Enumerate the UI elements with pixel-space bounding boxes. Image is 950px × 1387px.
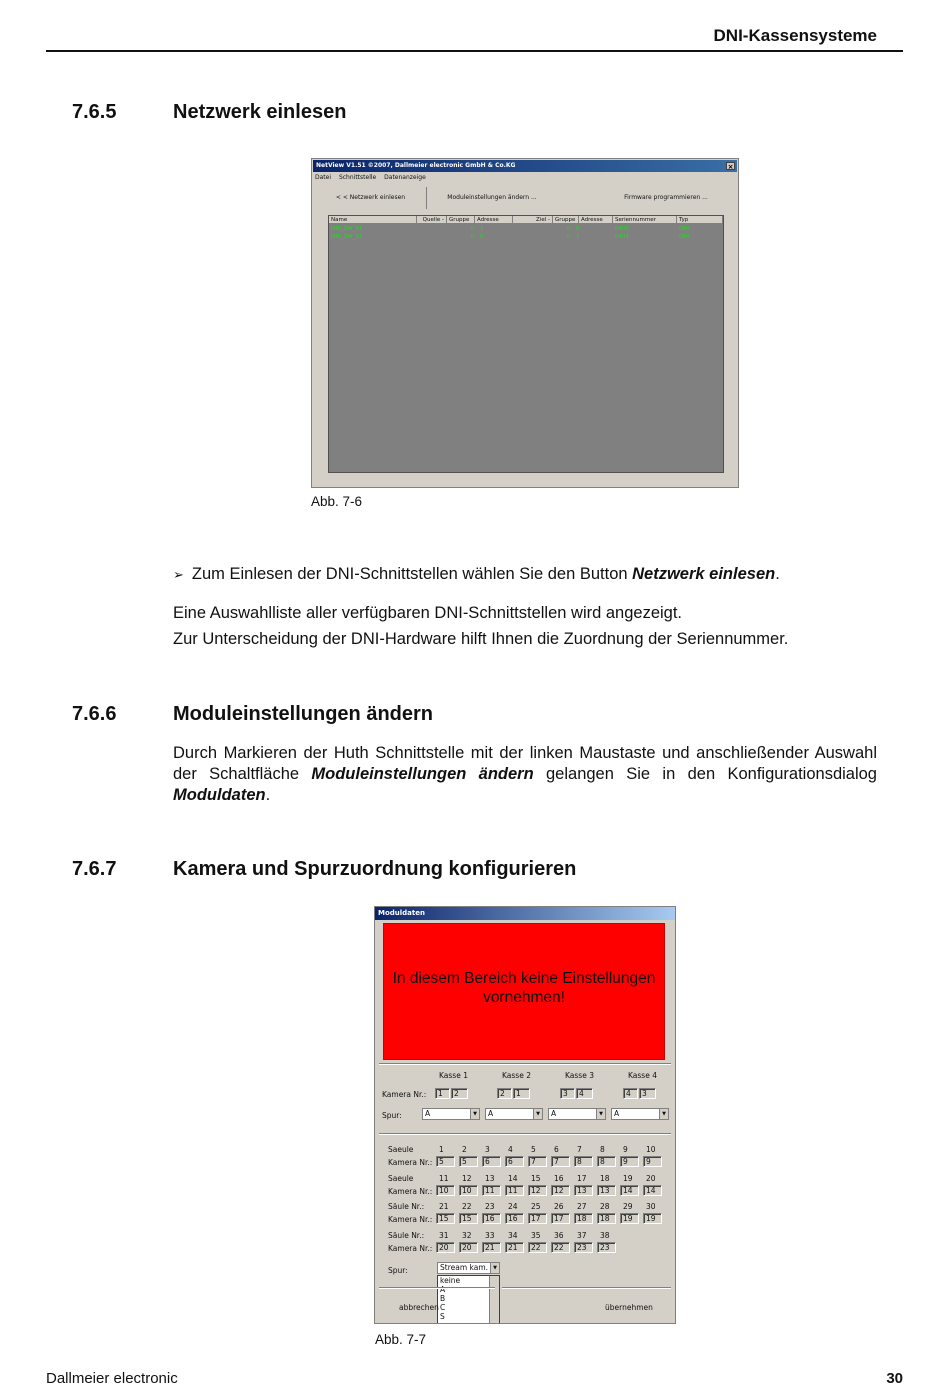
saeule-number: 2 — [462, 1145, 467, 1154]
kasse-3-kamera-b[interactable]: 4 — [576, 1088, 593, 1099]
kasse-2-label: Kasse 2 — [502, 1071, 531, 1080]
warning-text: In diesem Bereich keine Einstellungen vornehmen! — [392, 970, 656, 1006]
saeule-number: 21 — [439, 1202, 449, 1211]
running-header: DNI-Kassensysteme — [713, 26, 877, 45]
saeule-kamera-field[interactable]: 9 — [643, 1156, 662, 1167]
kasse-4-kamera-b[interactable]: 3 — [639, 1088, 656, 1099]
col-adresse-2[interactable]: Adresse — [579, 216, 613, 224]
saeule-number: 9 — [623, 1145, 628, 1154]
saeule-label: Säule Nr.: — [388, 1230, 425, 1240]
paragraph-text: gelangen Sie in den Konfigurationsdialog — [533, 765, 877, 783]
col-gruppe-2[interactable]: Gruppe — [553, 216, 579, 224]
kasse-3-label: Kasse 3 — [565, 1071, 594, 1080]
divider — [379, 1287, 495, 1289]
saeule-number: 36 — [554, 1230, 564, 1240]
section-number-765: 7.6.5 — [72, 101, 117, 123]
moduldaten-titlebar: Moduldaten — [375, 907, 675, 920]
saeule-kamera-field[interactable]: 18 — [574, 1213, 593, 1224]
close-icon[interactable]: × — [727, 163, 734, 171]
saeule-number: 16 — [554, 1173, 564, 1183]
saeule-number: 13 — [485, 1173, 495, 1183]
divider — [379, 1133, 671, 1135]
col-seriennummer[interactable]: Seriennummer — [613, 216, 677, 224]
stream-spur-select[interactable] — [437, 1262, 500, 1274]
saeule-number: 4 — [508, 1145, 513, 1154]
saeule-number: 10 — [646, 1145, 656, 1154]
saeule-kamera-field[interactable]: 14 — [620, 1185, 639, 1196]
saeule-number: 34 — [508, 1230, 518, 1240]
saeule-label: Säule Nr.: — [388, 1202, 425, 1211]
saeule-number: 20 — [646, 1173, 656, 1183]
saeule-number: 37 — [577, 1230, 587, 1240]
stream-spur-value: Stream kam. — [440, 1263, 489, 1272]
row-name: DNI_SW_01 — [331, 226, 363, 232]
menu-datei[interactable]: Datei — [315, 174, 332, 181]
saeule-number: 1 — [439, 1145, 444, 1154]
saeule-number: 8 — [600, 1145, 605, 1154]
kasse-1-label: Kasse 1 — [439, 1071, 468, 1080]
spur-value: A — [488, 1109, 494, 1118]
saeule-label: Saeule — [388, 1173, 414, 1183]
chevron-down-icon[interactable]: ▼ — [490, 1263, 499, 1273]
saeule-kamera-field[interactable]: 7 — [551, 1156, 570, 1167]
menu-datenanzeige[interactable]: Datenanzeige — [384, 174, 426, 181]
warning-overlay — [383, 923, 665, 1060]
kasse-2-spur-select[interactable] — [485, 1108, 543, 1120]
col-gruppe-1[interactable]: Gruppe — [447, 216, 475, 224]
chevron-down-icon[interactable]: ▼ — [470, 1109, 479, 1119]
saeule-kamera-field[interactable]: 12 — [528, 1185, 547, 1196]
saeule-kamera-field[interactable]: 20 — [436, 1242, 455, 1253]
saeule-kamera-field[interactable]: 11 — [505, 1185, 524, 1196]
row-quelle: 0 - 1 — [471, 226, 484, 232]
netview-titlebar — [313, 160, 737, 172]
dropdown-option[interactable]: S — [440, 1312, 445, 1321]
saeule-kamera-field[interactable]: 17 — [551, 1213, 570, 1224]
section-number-766: 7.6.6 — [72, 703, 117, 725]
instruction-emphasis: Netzwerk einlesen — [632, 565, 776, 583]
paragraph-766 — [173, 743, 877, 806]
section-title-766: Moduleinstellungen ändern — [173, 703, 434, 725]
instruction-period: . — [775, 565, 780, 583]
netzwerk-einlesen-button[interactable]: < < Netzwerk einlesen — [315, 187, 427, 209]
chevron-down-icon[interactable]: ▼ — [659, 1109, 668, 1119]
saeule-kamera-field[interactable]: 20 — [459, 1242, 478, 1253]
saeule-number: 15 — [531, 1173, 541, 1183]
saeule-kamera-field[interactable]: 12 — [551, 1185, 570, 1196]
saeule-number: 6 — [554, 1145, 559, 1154]
emphasis-moduldaten: Moduldaten — [173, 786, 266, 804]
saeule-number: 12 — [462, 1173, 472, 1183]
saeule-kamera-field[interactable]: 7 — [528, 1156, 547, 1167]
kamera-nr-label: Kamera Nr.: — [388, 1243, 433, 1253]
saeule-number: 17 — [577, 1173, 587, 1183]
spur-stream-label: Spur: — [388, 1266, 408, 1275]
saeule-number: 19 — [623, 1173, 633, 1183]
saeule-kamera-field[interactable]: 17 — [528, 1213, 547, 1224]
row-serial: 0400 — [615, 226, 629, 232]
uebernehmen-button[interactable]: übernehmen — [605, 1303, 653, 1312]
kasse-4-spur-select[interactable] — [611, 1108, 669, 1120]
dropdown-option[interactable]: C — [440, 1303, 446, 1312]
saeule-number: 23 — [485, 1202, 495, 1211]
chevron-down-icon[interactable]: ▼ — [596, 1109, 605, 1119]
kasse-1-spur-select[interactable] — [422, 1108, 480, 1120]
row-typ: DNI — [679, 226, 689, 232]
moduldaten-screenshot — [374, 906, 676, 1324]
saeule-number: 25 — [531, 1202, 541, 1211]
kamera-nr-label: Kamera Nr.: — [388, 1158, 433, 1167]
col-quelle[interactable]: Quelle - — [417, 216, 447, 224]
saeule-number: 7 — [577, 1145, 582, 1154]
kasse-1-kamera-b[interactable]: 2 — [451, 1088, 468, 1099]
saeule-number: 29 — [623, 1202, 633, 1211]
saeule-number: 22 — [462, 1202, 472, 1211]
saeule-kamera-field[interactable]: 5 — [459, 1156, 478, 1167]
saeule-kamera-field[interactable]: 13 — [574, 1185, 593, 1196]
saeule-number: 14 — [508, 1173, 518, 1183]
col-ziel[interactable]: Ziel - — [513, 216, 553, 224]
instruction-bullet — [173, 564, 780, 586]
col-adresse-1[interactable]: Adresse — [475, 216, 513, 224]
kasse-2-kamera-a[interactable]: 2 — [497, 1088, 512, 1099]
paragraph-text: Durch Markieren der Huth Schnittstelle mit der linken Maustaste und anschließender Auswahl der Schaltfläche — [173, 744, 877, 783]
saeule-number: 5 — [531, 1145, 536, 1154]
section-title-765: Netzwerk einlesen — [173, 101, 347, 123]
bullet-icon: ➢ — [173, 568, 184, 583]
netview-menubar — [315, 173, 432, 182]
saeule-number: 30 — [646, 1202, 656, 1211]
spur-value: A — [551, 1109, 557, 1118]
saeule-kamera-field[interactable]: 15 — [436, 1213, 455, 1224]
col-name[interactable]: Name — [329, 216, 417, 224]
saeule-number: 18 — [600, 1173, 610, 1183]
saeule-number: 31 — [439, 1230, 449, 1240]
saeule-kamera-field[interactable]: 6 — [505, 1156, 524, 1167]
row-ziel: 0 - 0 — [567, 226, 580, 232]
paragraph-line: Eine Auswahlliste aller verfügbaren DNI-Schnittstellen wird angezeigt. — [173, 604, 683, 622]
paragraph-text: . — [265, 786, 271, 804]
spur-value: A — [614, 1109, 620, 1118]
saeule-number: 11 — [439, 1173, 449, 1183]
abbrechen-button[interactable]: abbrechen — [399, 1303, 439, 1312]
saeule-kamera-field[interactable]: 9 — [620, 1156, 639, 1167]
figure-caption-7-7: Abb. 7-7 — [375, 1332, 427, 1347]
saeule-kamera-field[interactable]: 11 — [482, 1185, 501, 1196]
spur-dropdown-list[interactable] — [437, 1275, 500, 1324]
spur-value: A — [425, 1109, 431, 1118]
saeule-kamera-field[interactable]: 18 — [597, 1213, 616, 1224]
saeule-number: 33 — [485, 1230, 495, 1240]
dropdown-option[interactable]: A — [440, 1285, 446, 1294]
saeule-kamera-field[interactable]: 19 — [643, 1213, 662, 1224]
kasse-3-kamera-a[interactable]: 3 — [560, 1088, 575, 1099]
saeule-kamera-field[interactable]: 14 — [643, 1185, 662, 1196]
kasse-3-spur-select[interactable] — [548, 1108, 606, 1120]
saeule-kamera-field[interactable]: 22 — [528, 1242, 547, 1253]
saeule-number: 27 — [577, 1202, 587, 1211]
netview-title: NetView V1.51 ©2007, Dallmeier electronic GmbH & Co.KG — [316, 162, 516, 169]
section-number-767: 7.6.7 — [72, 858, 117, 880]
dropdown-scrollbar[interactable] — [489, 1276, 499, 1324]
netview-toolbar — [315, 187, 725, 209]
kasse-4-label: Kasse 4 — [628, 1071, 657, 1080]
moduleinstellungen-button[interactable]: Moduleinstellungen ändern ... — [447, 194, 537, 201]
saeule-kamera-field[interactable]: 8 — [597, 1156, 616, 1167]
saeule-number: 32 — [462, 1230, 472, 1240]
saeule-kamera-field[interactable]: 21 — [482, 1242, 501, 1253]
menu-schnittstelle[interactable]: Schnittstelle — [338, 174, 377, 181]
kasse-1-kamera-a[interactable]: 1 — [435, 1088, 450, 1099]
col-typ[interactable]: Typ — [677, 216, 723, 224]
saeule-number: 24 — [508, 1202, 518, 1211]
firmware-button[interactable]: Firmware programmieren ... — [624, 194, 708, 201]
saeule-kamera-field[interactable]: 6 — [482, 1156, 501, 1167]
saeule-number: 35 — [531, 1230, 541, 1240]
saeule-kamera-field[interactable]: 8 — [574, 1156, 593, 1167]
kasse-2-kamera-b[interactable]: 1 — [513, 1088, 530, 1099]
dropdown-option[interactable]: B — [440, 1294, 446, 1303]
row-name: DNI_SW_02 — [331, 234, 363, 240]
saeule-number: 26 — [554, 1202, 564, 1211]
kasse-4-kamera-a[interactable]: 4 — [623, 1088, 638, 1099]
dropdown-option[interactable]: keine — [440, 1276, 461, 1285]
page-number: 30 — [886, 1370, 903, 1387]
saeule-kamera-field[interactable]: 10 — [459, 1185, 478, 1196]
saeule-number: 38 — [600, 1230, 610, 1240]
saeule-number: 3 — [485, 1145, 490, 1154]
saeule-kamera-field[interactable]: 19 — [620, 1213, 639, 1224]
figure-caption-7-6: Abb. 7-6 — [311, 494, 363, 509]
netview-screenshot — [311, 158, 739, 488]
divider — [379, 1063, 671, 1065]
instruction-text: Zum Einlesen der DNI-Schnittstellen wählen Sie den Button — [191, 565, 633, 583]
saeule-kamera-field[interactable]: 16 — [505, 1213, 524, 1224]
saeule-kamera-field[interactable]: 21 — [505, 1242, 524, 1253]
kamera-nr-label: Kamera Nr.: — [388, 1186, 433, 1196]
emphasis-moduleinstellungen: Moduleinstellungen ändern — [311, 765, 534, 783]
kamera-nr-label: Kamera Nr.: — [382, 1090, 427, 1099]
saeule-kamera-field[interactable]: 22 — [551, 1242, 570, 1253]
section-title-767: Kamera und Spurzuordnung konfigurieren — [173, 858, 577, 880]
saeule-kamera-field[interactable]: 15 — [459, 1213, 478, 1224]
kamera-nr-label: Kamera Nr.: — [388, 1215, 433, 1224]
saeule-kamera-field[interactable]: 5 — [436, 1156, 455, 1167]
row-ziel: 0 - 1 — [567, 234, 580, 240]
saeule-kamera-field[interactable]: 13 — [597, 1185, 616, 1196]
divider — [502, 1287, 671, 1289]
chevron-down-icon[interactable]: ▼ — [533, 1109, 542, 1119]
saeule-number: 28 — [600, 1202, 610, 1211]
row-serial: 0401 — [615, 234, 629, 240]
row-typ: DNI — [679, 234, 689, 240]
saeule-label: Saeule — [388, 1145, 414, 1154]
saeule-kamera-field[interactable]: 16 — [482, 1213, 501, 1224]
interface-list[interactable] — [328, 215, 724, 473]
header-rule — [46, 50, 903, 52]
row-quelle: 0 - 0 — [471, 234, 484, 240]
spur-label: Spur: — [382, 1111, 402, 1120]
paragraph-line: Zur Unterscheidung der DNI-Hardware hilft Ihnen die Zuordnung der Seriennummer. — [173, 630, 789, 648]
saeule-kamera-field[interactable]: 23 — [574, 1242, 593, 1253]
footer-company: Dallmeier electronic — [46, 1370, 178, 1387]
saeule-kamera-field[interactable]: 10 — [436, 1185, 455, 1196]
saeule-kamera-field[interactable]: 23 — [597, 1242, 616, 1253]
